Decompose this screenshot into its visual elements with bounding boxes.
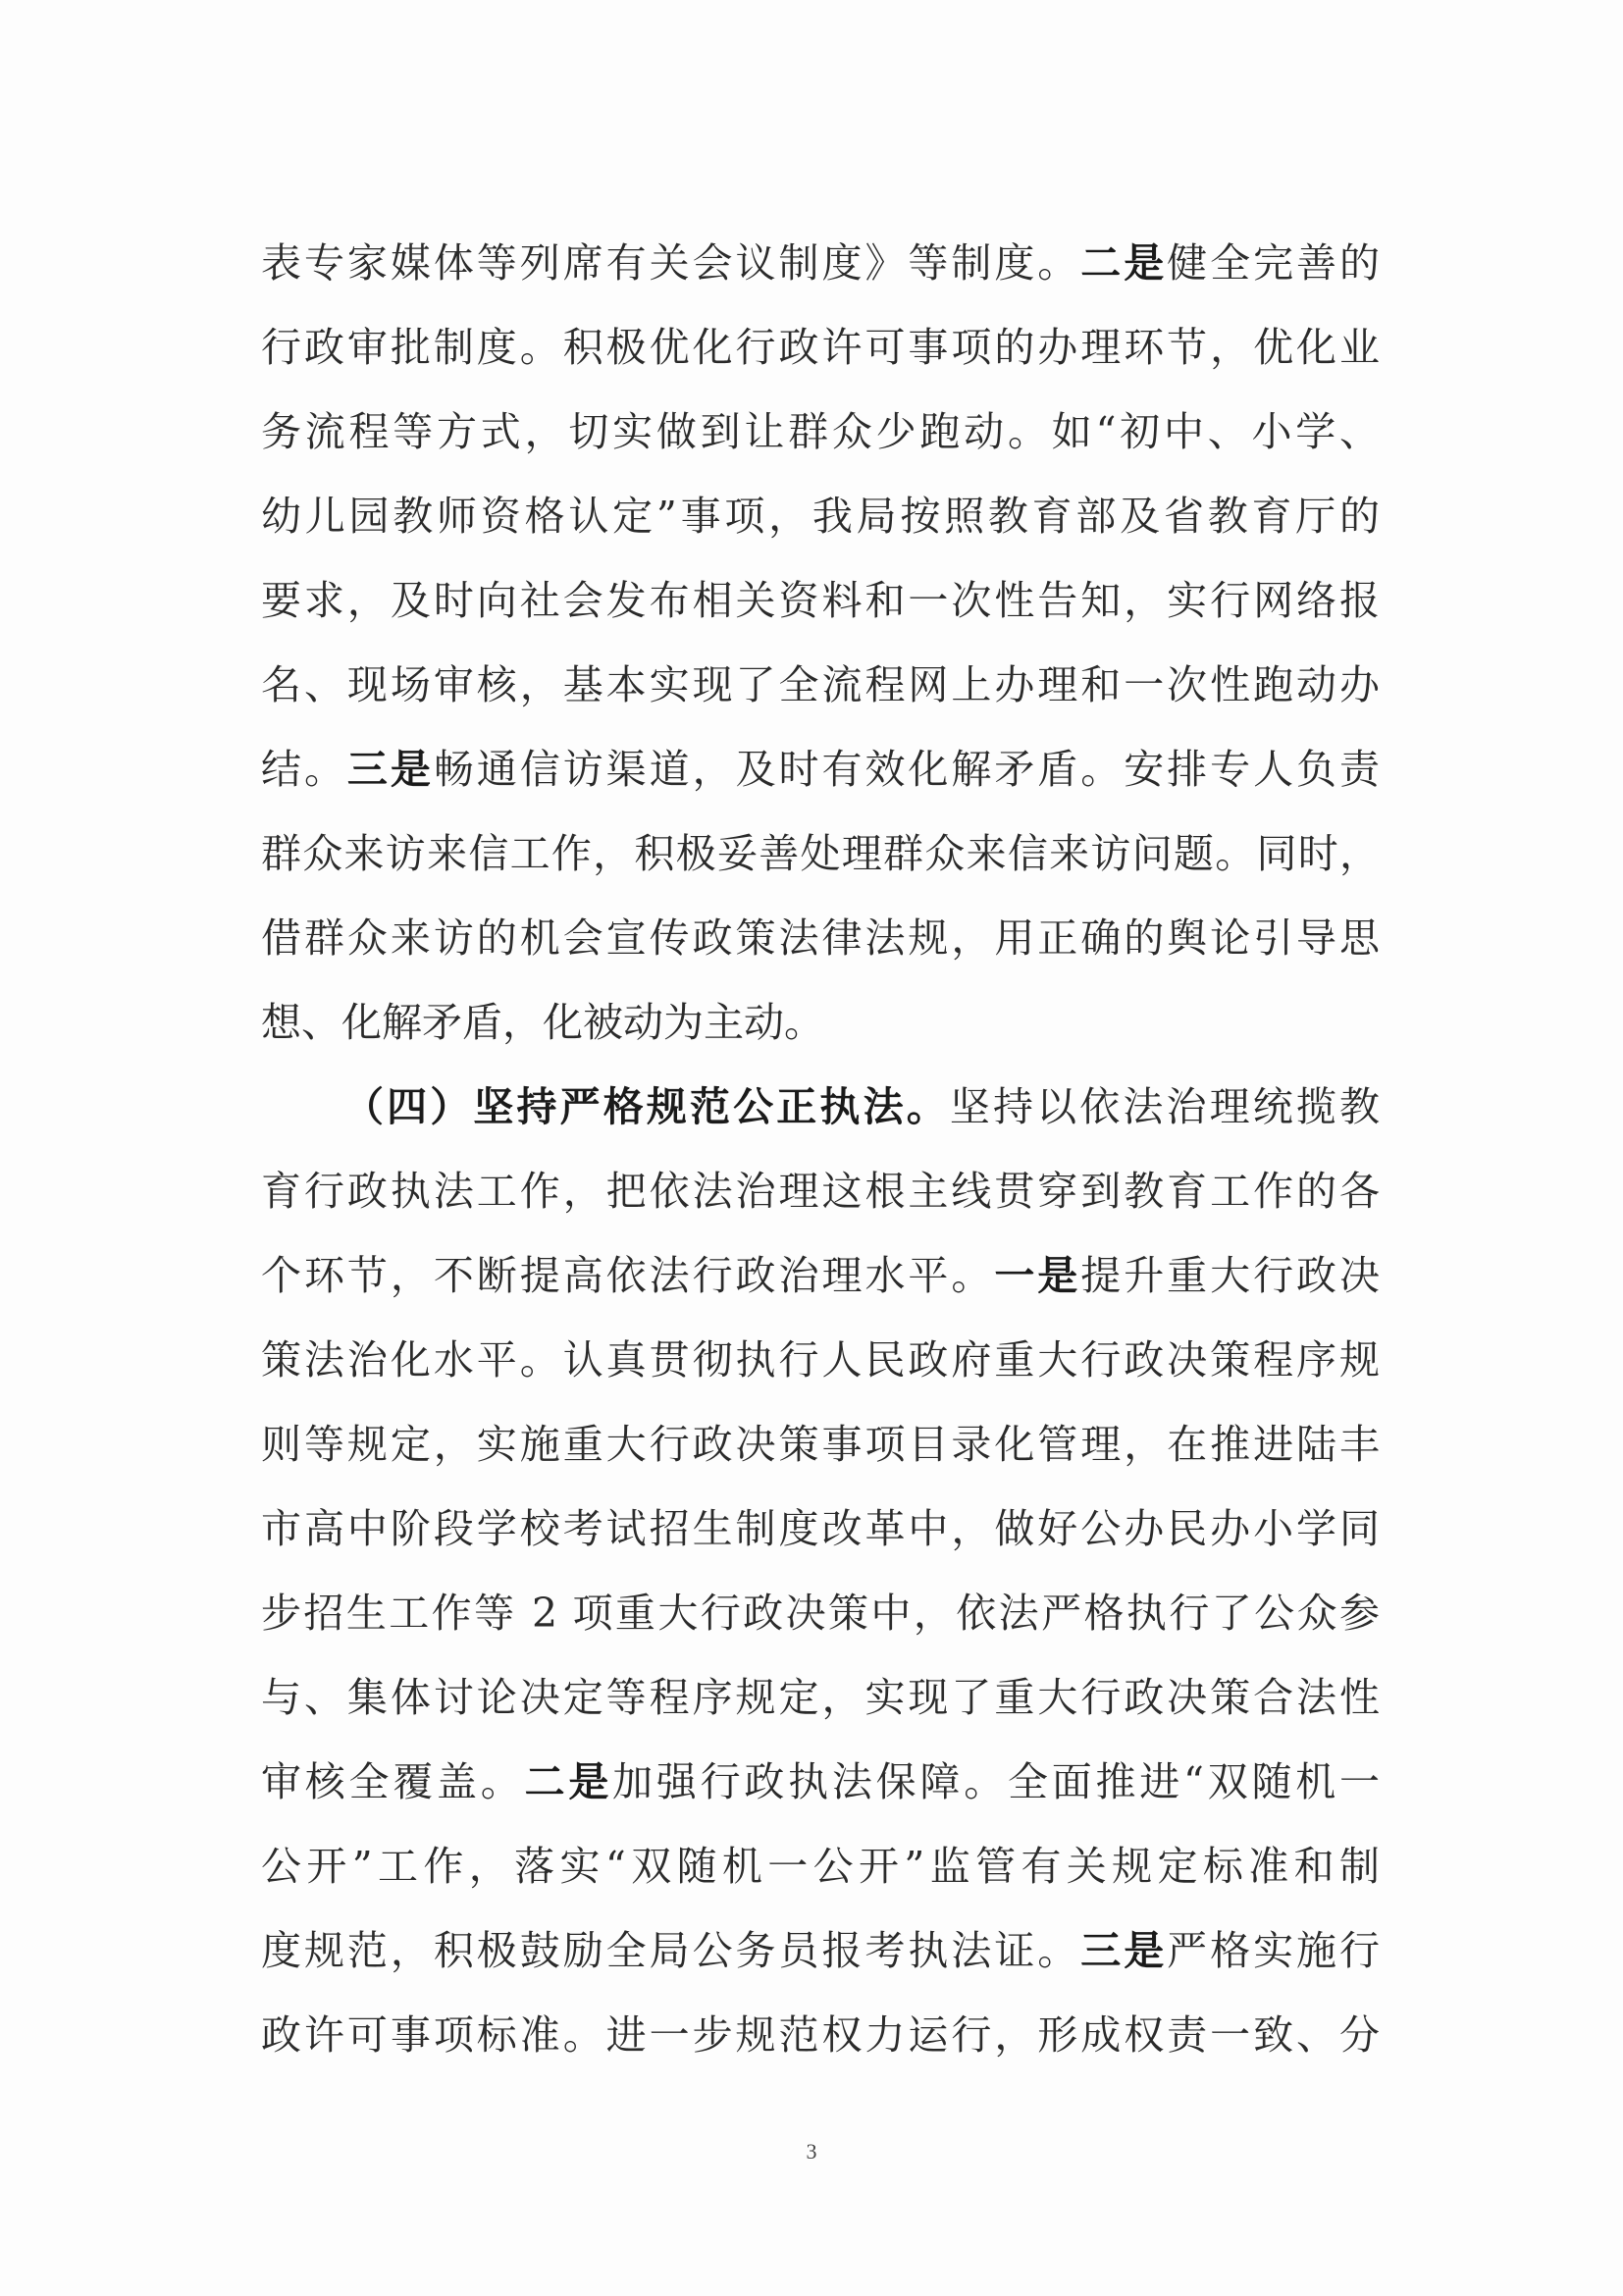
body-text bbox=[261, 221, 1380, 2077]
text-line bbox=[261, 1993, 1380, 2077]
text-run: 表专家媒体等列席有关会议制度》等制度。 bbox=[261, 239, 1081, 287]
text-run: 幼儿园教师资格认定”事项，我局按照教育部及省教育厅的 bbox=[261, 493, 1380, 540]
text-run: 行政审批制度。积极优化行政许可事项的办理环节，优化业 bbox=[261, 324, 1380, 371]
bold-text: 三是 bbox=[1080, 1927, 1168, 1974]
text-line bbox=[261, 305, 1380, 390]
text-line bbox=[261, 1318, 1380, 1402]
text-run: 度规范，积极鼓励全局公务员报考执法证。 bbox=[261, 1927, 1081, 1974]
text-line bbox=[261, 811, 1380, 896]
text-line bbox=[261, 1824, 1380, 1908]
text-line bbox=[261, 643, 1380, 727]
text-line bbox=[261, 1740, 1380, 1824]
text-line bbox=[261, 1233, 1380, 1318]
text-run: 提升重大行政决 bbox=[1080, 1252, 1380, 1299]
text-run: 想、化解矛盾，化被动为主动。 bbox=[261, 999, 824, 1046]
text-line bbox=[261, 558, 1380, 643]
text-run: 畅通信访渠道，及时有效化解矛盾。安排专人负责 bbox=[433, 746, 1380, 793]
bold-text: 三是 bbox=[346, 746, 434, 793]
text-run: 名、现场审核，基本实现了全流程网上办理和一次性跑动办 bbox=[261, 661, 1380, 708]
text-line bbox=[261, 1065, 1380, 1149]
text-line bbox=[261, 896, 1380, 980]
text-line bbox=[261, 1149, 1380, 1233]
text-run: 健全完善的 bbox=[1167, 239, 1380, 287]
text-line bbox=[261, 1908, 1380, 1993]
bold-text: 一是 bbox=[994, 1252, 1081, 1299]
text-run: 公开”工作，落实“双随机一公开”监管有关规定标准和制 bbox=[261, 1843, 1380, 1890]
text-run: 群众来访来信工作，积极妥善处理群众来信来访问题。同时， bbox=[261, 830, 1380, 877]
text-run: 要求，及时向社会发布相关资料和一次性告知，实行网络报 bbox=[261, 577, 1380, 624]
bold-text: 二是 bbox=[1080, 239, 1168, 287]
text-line bbox=[261, 390, 1380, 474]
text-run: 个环节，不断提高依法行政治理水平。 bbox=[261, 1252, 995, 1299]
text-line bbox=[261, 1571, 1380, 1655]
text-line bbox=[261, 727, 1380, 811]
bold-text: 二是 bbox=[524, 1758, 613, 1805]
text-run: 则等规定，实施重大行政决策事项目录化管理，在推进陆丰 bbox=[261, 1421, 1380, 1468]
text-line bbox=[261, 221, 1380, 305]
text-run: 务流程等方式，切实做到让群众少跑动。如“初中、小学、 bbox=[261, 408, 1380, 455]
text-run: 与、集体讨论决定等程序规定，实现了重大行政决策合法性 bbox=[261, 1674, 1380, 1721]
text-line bbox=[261, 980, 1380, 1065]
text-run: 策法治化水平。认真贯彻执行人民政府重大行政决策程序规 bbox=[261, 1336, 1380, 1383]
text-run: 严格实施行 bbox=[1167, 1927, 1380, 1974]
page-number: 3 bbox=[806, 2139, 817, 2164]
text-run: 育行政执法工作，把依法治理这根主线贯穿到教育工作的各 bbox=[261, 1168, 1380, 1215]
text-run: 政许可事项标准。进一步规范权力运行，形成权责一致、分 bbox=[261, 2011, 1380, 2059]
text-line bbox=[261, 474, 1380, 558]
text-run: 结。 bbox=[261, 746, 347, 793]
text-run: 坚持以依法治理统揽教 bbox=[949, 1083, 1380, 1130]
text-run: 步招生工作等 2 项重大行政决策中，依法严格执行了公众参 bbox=[261, 1590, 1380, 1637]
bold-text: （四）坚持严格规范公正执法。 bbox=[343, 1083, 950, 1130]
text-run: 借群众来访的机会宣传政策法律法规，用正确的舆论引导思 bbox=[261, 914, 1380, 962]
text-run: 市高中阶段学校考试招生制度改革中，做好公办民办小学同 bbox=[261, 1505, 1380, 1552]
text-line bbox=[261, 1402, 1380, 1487]
text-run: 审核全覆盖。 bbox=[261, 1758, 525, 1805]
text-run: 加强行政执法保障。全面推进“双随机一 bbox=[612, 1758, 1380, 1805]
text-line bbox=[261, 1487, 1380, 1571]
text-line bbox=[261, 1655, 1380, 1740]
